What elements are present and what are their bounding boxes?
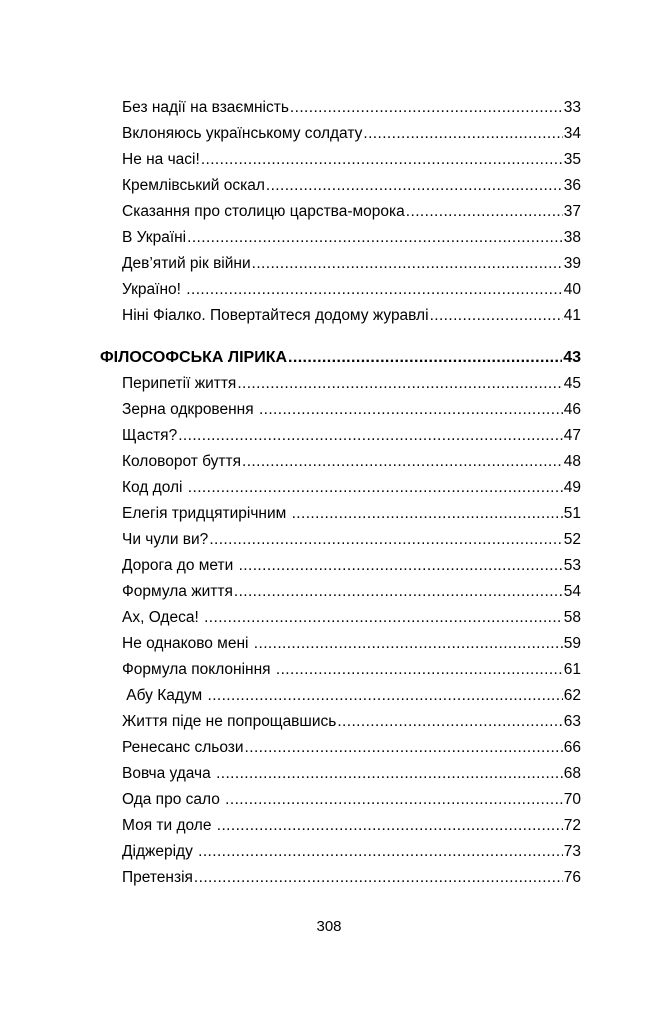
dot-leader (204, 608, 563, 628)
toc-entry-page: 41 (563, 307, 581, 324)
toc-section-page: 43 (563, 349, 581, 366)
dot-leader (237, 374, 562, 394)
dot-leader (290, 98, 563, 118)
toc-entry-page: 34 (563, 125, 581, 142)
toc-entry-page: 37 (563, 203, 581, 220)
toc-entry-title: Кремлівський оскал (122, 177, 265, 194)
toc-entry-page: 45 (563, 375, 581, 392)
dot-leader (187, 228, 563, 248)
toc-entry-title: Сказання про столицю царства-морока (122, 203, 405, 220)
toc-entry (122, 196, 581, 222)
toc-entry-page: 40 (563, 281, 581, 298)
toc-entry-title: Вклоняюсь українському солдату (122, 125, 363, 142)
dot-leader (194, 868, 563, 888)
dot-leader (266, 176, 563, 196)
toc-entry-title: Абу Кадум (122, 687, 207, 704)
toc-entry-title: Коловорот буття (122, 453, 242, 470)
toc-entry (122, 628, 581, 654)
toc-entry-title: Ніні Фіалко. Повертайтеся додому журавлі (122, 307, 429, 324)
dot-leader (430, 306, 563, 326)
toc-entry (122, 92, 581, 118)
dot-leader (178, 426, 563, 446)
toc-entry-page: 68 (563, 765, 581, 782)
toc-entry-title: Чи чули ви? (122, 531, 209, 548)
toc-entry-title: Моя ти доле (122, 817, 216, 834)
toc-entry-page: 53 (563, 557, 581, 574)
toc-entry (122, 144, 581, 170)
toc-entry-title: Зерна одкровення (122, 401, 258, 418)
dot-leader (252, 254, 563, 274)
dot-leader (234, 582, 563, 602)
toc-entry-page: 76 (563, 869, 581, 886)
dot-leader (225, 790, 563, 810)
toc-entry (122, 118, 581, 144)
dot-leader (245, 738, 563, 758)
toc-entry-page: 38 (563, 229, 581, 246)
toc-entry-page: 49 (563, 479, 581, 496)
dot-leader (207, 686, 562, 706)
toc-entry (122, 836, 581, 862)
toc-entry (122, 420, 581, 446)
toc-entry-page: 73 (563, 843, 581, 860)
toc-entry-page: 33 (563, 99, 581, 116)
toc-entry-title: Не на часі! (122, 151, 200, 168)
toc-entry-title: В Україні (122, 229, 187, 246)
toc-section-heading (100, 342, 581, 368)
toc-entry-page: 63 (563, 713, 581, 730)
toc-entry (122, 472, 581, 498)
toc-entry-title: Перипетії життя (122, 375, 237, 392)
dot-leader (406, 202, 563, 222)
toc-entry-page: 54 (563, 583, 581, 600)
toc-entry-title: Україно! (122, 281, 186, 298)
page-number: 308 (316, 918, 342, 935)
toc-entry (122, 732, 581, 758)
toc-entry-title: Дев’ятий рік війни (122, 255, 251, 272)
toc-entry-title: Не однаково мені (122, 635, 253, 652)
toc-entry-page: 47 (563, 427, 581, 444)
toc-entry-page: 52 (563, 531, 581, 548)
toc-entry-title: Вовча удача (122, 765, 216, 782)
dot-leader (209, 530, 562, 550)
dot-leader (363, 124, 562, 144)
dot-leader (254, 634, 563, 654)
toc-entry (122, 550, 581, 576)
toc-entry-title: Ренесанс сльози (122, 739, 244, 756)
toc-entry (122, 368, 581, 394)
toc-entry-page: 35 (563, 151, 581, 168)
toc-entry-title: Життя піде не попрощавшись (122, 713, 337, 730)
dot-leader (259, 400, 563, 420)
toc-entry (122, 602, 581, 628)
dot-leader (242, 452, 563, 472)
dot-leader (276, 660, 563, 680)
toc-entry (122, 170, 581, 196)
toc-entry (122, 862, 581, 888)
toc-entry (122, 654, 581, 680)
toc-entry-title: Діджеріду (122, 843, 198, 860)
toc-entry (122, 576, 581, 602)
toc-entry-title: Елегія тридцятирічним (122, 505, 291, 522)
dot-leader (292, 504, 563, 524)
dot-leader (239, 556, 563, 576)
toc-entry-page: 51 (563, 505, 581, 522)
toc-entry-title: Код долі (122, 479, 187, 496)
toc-entry (122, 222, 581, 248)
toc-entry (122, 248, 581, 274)
dot-leader (288, 348, 562, 368)
toc-entry-title: Без надії на взаємність (122, 99, 289, 116)
toc-entry (122, 758, 581, 784)
toc-entry (122, 680, 581, 706)
toc-entry (122, 784, 581, 810)
toc-entry (122, 446, 581, 472)
dot-leader (188, 478, 563, 498)
dot-leader (217, 816, 563, 836)
toc-entry-page: 48 (563, 453, 581, 470)
toc-entry (122, 394, 581, 420)
toc-entry-page: 61 (563, 661, 581, 678)
dot-leader (201, 150, 563, 170)
toc-entry-page: 39 (563, 255, 581, 272)
toc-entry (122, 274, 581, 300)
dot-leader (337, 712, 562, 732)
toc-entry-page: 59 (563, 635, 581, 652)
toc-entry-page: 46 (563, 401, 581, 418)
toc-entry-title: Щастя? (122, 427, 178, 444)
dot-leader (186, 280, 562, 300)
toc-section-title: ФІЛОСОФСЬКА ЛІРИКА (100, 349, 288, 366)
toc-entry-page: 70 (563, 791, 581, 808)
toc-entry-page: 36 (563, 177, 581, 194)
toc-entry (122, 706, 581, 732)
toc-entry-title: Формула життя (122, 583, 233, 600)
toc-entry-title: Формула поклоніння (122, 661, 275, 678)
toc-entry-page: 66 (563, 739, 581, 756)
toc-entry-title: Дорога до мети (122, 557, 238, 574)
toc-entry (122, 810, 581, 836)
toc-entry-page: 58 (563, 609, 581, 626)
dot-leader (216, 764, 563, 784)
toc-entry (122, 524, 581, 550)
toc-entry (122, 300, 581, 326)
toc-entry-page: 72 (563, 817, 581, 834)
dot-leader (198, 842, 563, 862)
toc-entry-page: 62 (563, 687, 581, 704)
toc-entry (122, 498, 581, 524)
toc-entry-title: Ах, Одеса! (122, 609, 204, 626)
toc-entry-title: Претензія (122, 869, 193, 886)
toc-entry-title: Ода про сало (122, 791, 225, 808)
